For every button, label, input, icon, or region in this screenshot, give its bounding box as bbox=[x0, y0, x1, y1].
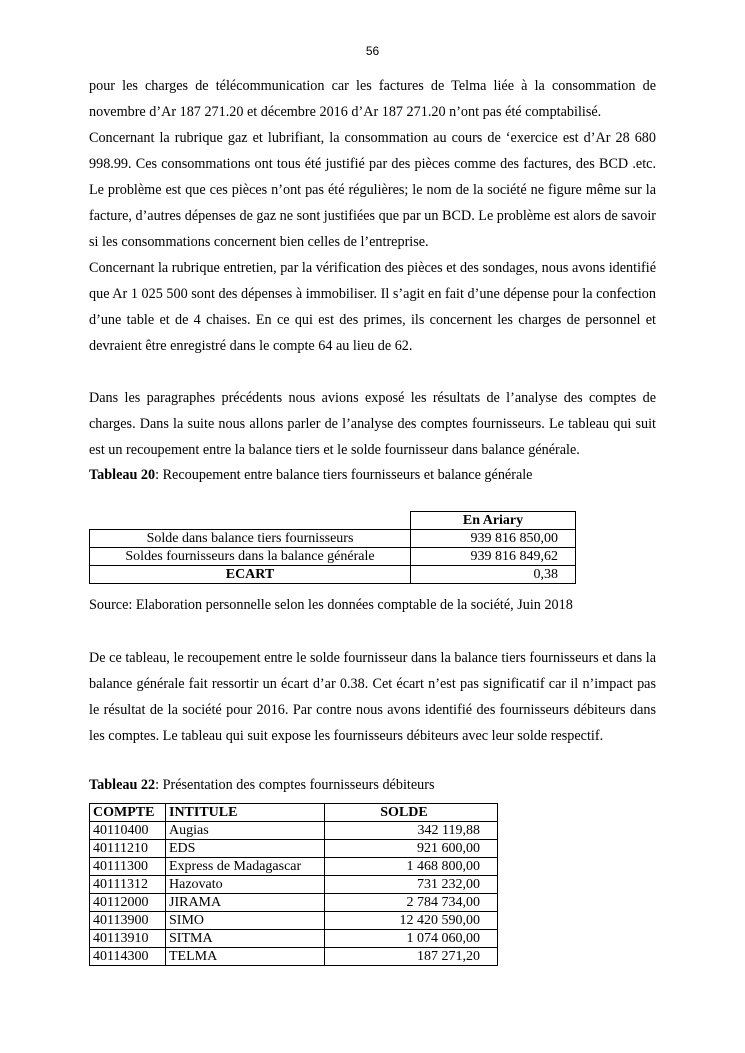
cell-compte: 40111312 bbox=[90, 876, 166, 894]
paragraph-gaz: Concernant la rubrique gaz et lubrifiant, la consommation au cours de ‘exercice est d’Ar 28 680 998.99. Ces consommations ont tous été justifié par des pièces comme des factures, des BCD .etc. Le problème est que ces pièces n’ont pas été régulières; le nom de la société ne figure même sur la facture, d’autres dépenses de gaz ne sont justifiées que par un BCD. Le problème est alors de savoir si les consommations concernent bien celles de l’entreprise. bbox=[89, 130, 656, 250]
cell-compte: 40111300 bbox=[90, 858, 166, 876]
table20-ecart-value: 0,38 bbox=[411, 566, 576, 584]
paragraph-telecom: pour les charges de télécommunication car les factures de Telma liée à la consommation de novembre d’Ar 187 271.20 et décembre 2016 d’Ar 187 271.20 n’ont pas été comptabilisé. bbox=[89, 78, 656, 120]
page-number: 56 bbox=[365, 44, 380, 58]
table-row bbox=[90, 840, 498, 858]
table-row bbox=[90, 948, 498, 966]
table20-header-currency: En Ariary bbox=[411, 512, 576, 530]
table20-caption bbox=[89, 465, 532, 485]
cell-solde: 1 074 060,00 bbox=[325, 930, 498, 948]
cell-intitule: EDS bbox=[166, 840, 325, 858]
table-row bbox=[90, 876, 498, 894]
table22-caption bbox=[89, 775, 434, 795]
paragraph-analysis: De ce tableau, le recoupement entre le solde fournisseur dans la balance tiers fournisseurs et dans la balance générale fait ressortir un écart d’ar 0.38. Cet écart n’est pas significatif car il n’impact pas le résultat de la société pour 2016. Par contre nous avons identifié des fournisseurs débiteurs dans les comptes. Le tableau qui suit expose les fournisseurs débiteurs avec leur solde respectif. bbox=[89, 650, 656, 744]
cell-intitule: Hazovato bbox=[166, 876, 325, 894]
cell-compte: 40113910 bbox=[90, 930, 166, 948]
reconciliation-table bbox=[89, 511, 576, 584]
table20-row-label: Soldes fournisseurs dans la balance générale bbox=[90, 548, 411, 566]
table20-row-value: 939 816 850,00 bbox=[411, 530, 576, 548]
table-row bbox=[90, 894, 498, 912]
cell-compte: 40114300 bbox=[90, 948, 166, 966]
body-section-2 bbox=[89, 645, 656, 749]
cell-intitule: SITMA bbox=[166, 930, 325, 948]
cell-solde: 12 420 590,00 bbox=[325, 912, 498, 930]
table22-caption-text: : Présentation des comptes fournisseurs débiteurs bbox=[155, 777, 435, 793]
table-row bbox=[90, 912, 498, 930]
cell-compte: 40112000 bbox=[90, 894, 166, 912]
table20-header-row bbox=[90, 512, 576, 530]
column-header-compte: COMPTE bbox=[90, 804, 166, 822]
table20-caption-text: : Recoupement entre balance tiers fournisseurs et balance générale bbox=[155, 467, 533, 483]
table20-row-value: 939 816 849,62 bbox=[411, 548, 576, 566]
table20-caption-label: Tableau 20 bbox=[89, 467, 156, 483]
debtor-suppliers-table bbox=[89, 803, 498, 966]
cell-solde: 342 119,88 bbox=[325, 822, 498, 840]
paragraph-entretien: Concernant la rubrique entretien, par la vérification des pièces et des sondages, nous avons identifié que Ar 1 025 500 sont des dépenses à immobiliser. Il s’agit en fait d’une dépense pour la confection d’une table et de 4 chaises. En ce qui est des primes, ils concernent les charges de personnel et devraient être enregistré dans le compte 64 au lieu de 62. bbox=[89, 260, 656, 354]
cell-intitule: Augias bbox=[166, 822, 325, 840]
table-row bbox=[90, 548, 576, 566]
column-header-intitule: INTITULE bbox=[166, 804, 325, 822]
table22-header-row bbox=[90, 804, 498, 822]
cell-compte: 40113900 bbox=[90, 912, 166, 930]
table-row bbox=[90, 822, 498, 840]
table-row bbox=[90, 858, 498, 876]
cell-compte: 40110400 bbox=[90, 822, 166, 840]
cell-solde: 921 600,00 bbox=[325, 840, 498, 858]
column-header-solde: SOLDE bbox=[325, 804, 498, 822]
cell-intitule: SIMO bbox=[166, 912, 325, 930]
cell-compte: 40111210 bbox=[90, 840, 166, 858]
cell-solde: 1 468 800,00 bbox=[325, 858, 498, 876]
cell-solde: 731 232,00 bbox=[325, 876, 498, 894]
paragraph-transition: Dans les paragraphes précédents nous avions exposé les résultats de l’analyse des comptes de charges. Dans la suite nous allons parler de l’analyse des comptes fournisseurs. Le tableau qui suit est un recoupement entre la balance tiers et le solde fournisseur dans balance générale. bbox=[89, 390, 656, 458]
table22-caption-label: Tableau 22 bbox=[89, 777, 156, 793]
cell-intitule: TELMA bbox=[166, 948, 325, 966]
cell-solde: 2 784 734,00 bbox=[325, 894, 498, 912]
body-section-1 bbox=[89, 73, 656, 463]
cell-intitule: JIRAMA bbox=[166, 894, 325, 912]
table20-source: Source: Elaboration personnelle selon les données comptable de la société, Juin 2018 bbox=[89, 597, 573, 613]
table-row bbox=[90, 930, 498, 948]
cell-solde: 187 271,20 bbox=[325, 948, 498, 966]
cell-intitule: Express de Madagascar bbox=[166, 858, 325, 876]
table-row bbox=[90, 530, 576, 548]
table20-ecart-label: ECART bbox=[90, 566, 411, 584]
table20-ecart-row bbox=[90, 566, 576, 584]
table20-row-label: Solde dans balance tiers fournisseurs bbox=[90, 530, 411, 548]
table20-empty-cell bbox=[90, 512, 411, 530]
